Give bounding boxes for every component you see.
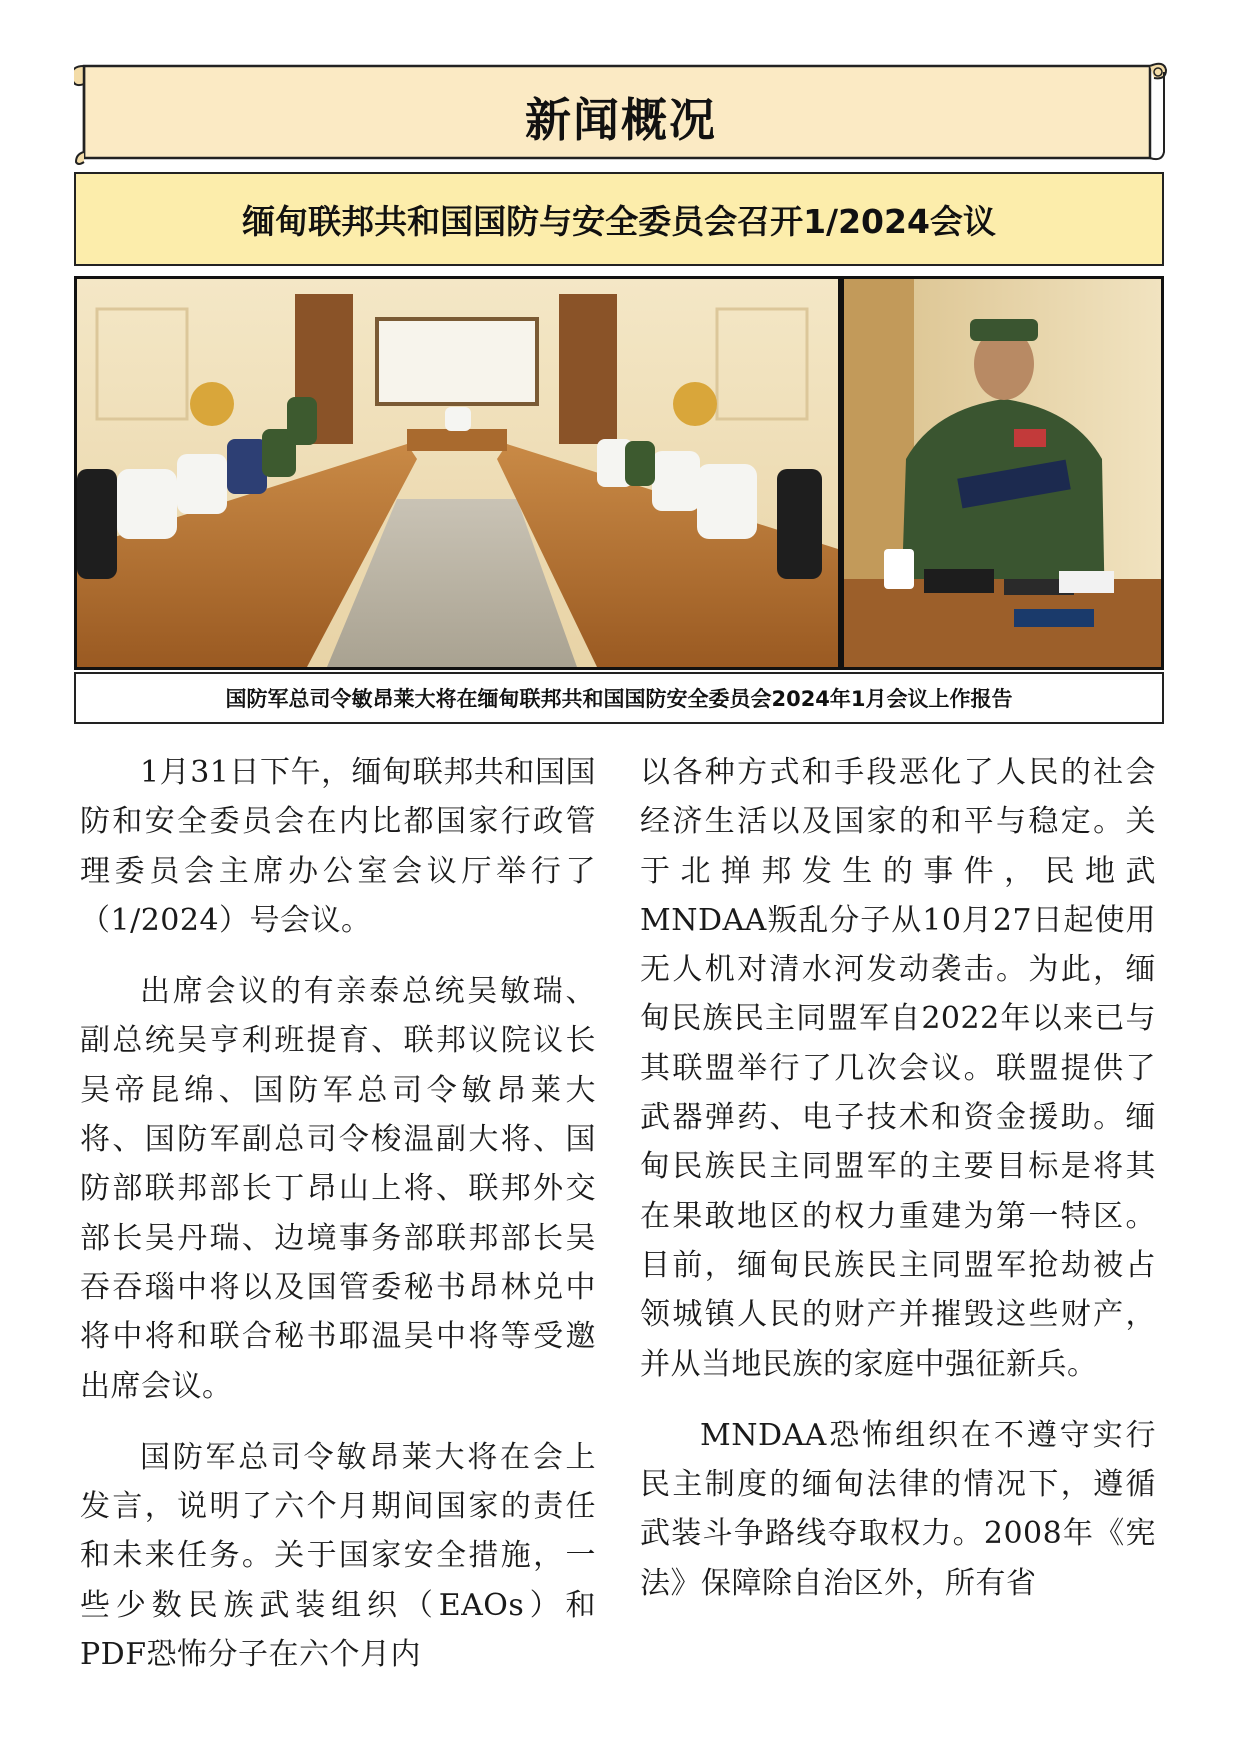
section-banner: [74, 62, 1168, 167]
speaker-photo: [841, 276, 1164, 670]
paragraph: 国防军总司令敏昂莱大将在会上发言，说明了六个月期间国家的责任和未来任务。关于国家安全措施，一些少数民族武装组织（EAOs）和PDF恐怖分子在六个月内: [80, 1439, 596, 1673]
article-headline: 缅甸联邦共和国国防与安全委员会召开1/2024会议: [242, 201, 996, 241]
paragraph: 出席会议的有亲泰总统吴敏瑞、副总统吴亨利班提育、联邦议院议长吴帝昆绵、国防军总司令敏昂莱大将、国防军副总司令梭温副大将、国防部联邦部长丁昂山上将、联邦外交部长吴丹瑞、边境事务部联邦部长吴吞吞瑙中将以及国管委秘书昂林兑中将中将和联合秘书耶温吴中将等受邀出席会议。: [80, 974, 596, 1404]
paragraph: 1月31日下午，缅甸联邦共和国国防和安全委员会在内比都国家行政管理委员会主席办公室会议厅举行了（1/2024）号会议。: [80, 755, 596, 938]
paragraph: 以各种方式和手段恶化了人民的社会经济生活以及国家的和平与稳定。关于北掸邦发生的事件，民地武MNDAA叛乱分子从10月27日起使用无人机对清水河发动袭击。为此，缅甸民族民主同盟军自2022年以来已与其联盟举行了几次会议。联盟提供了武器弹药、电子技术和资金援助。缅甸民族民主同盟军的主要目标是将其在果敢地区的权力重建为第一特区。目前，缅甸民族民主同盟军抢劫被占领城镇人民的财产并摧毁这些财产，并从当地民族的家庭中强征新兵。: [640, 755, 1156, 1382]
article-headline-box: [74, 172, 1164, 266]
paragraph: MNDAA恐怖组织在不遵守实行民主制度的缅甸法律的情况下，遵循武装斗争路线夺取权力。2008年《宪法》保障除自治区外，所有省: [640, 1417, 1156, 1601]
photo-caption: 国防军总司令敏昂莱大将在缅甸联邦共和国国防安全委员会2024年1月会议上作报告: [225, 687, 1013, 711]
article-column-left: [80, 748, 596, 1701]
article-column-right: [640, 748, 1156, 1630]
photo-caption-box: [74, 672, 1164, 724]
meeting-room-photo: [74, 276, 841, 670]
section-title: 新闻概况: [525, 93, 717, 147]
nameplate: [1014, 609, 1094, 627]
